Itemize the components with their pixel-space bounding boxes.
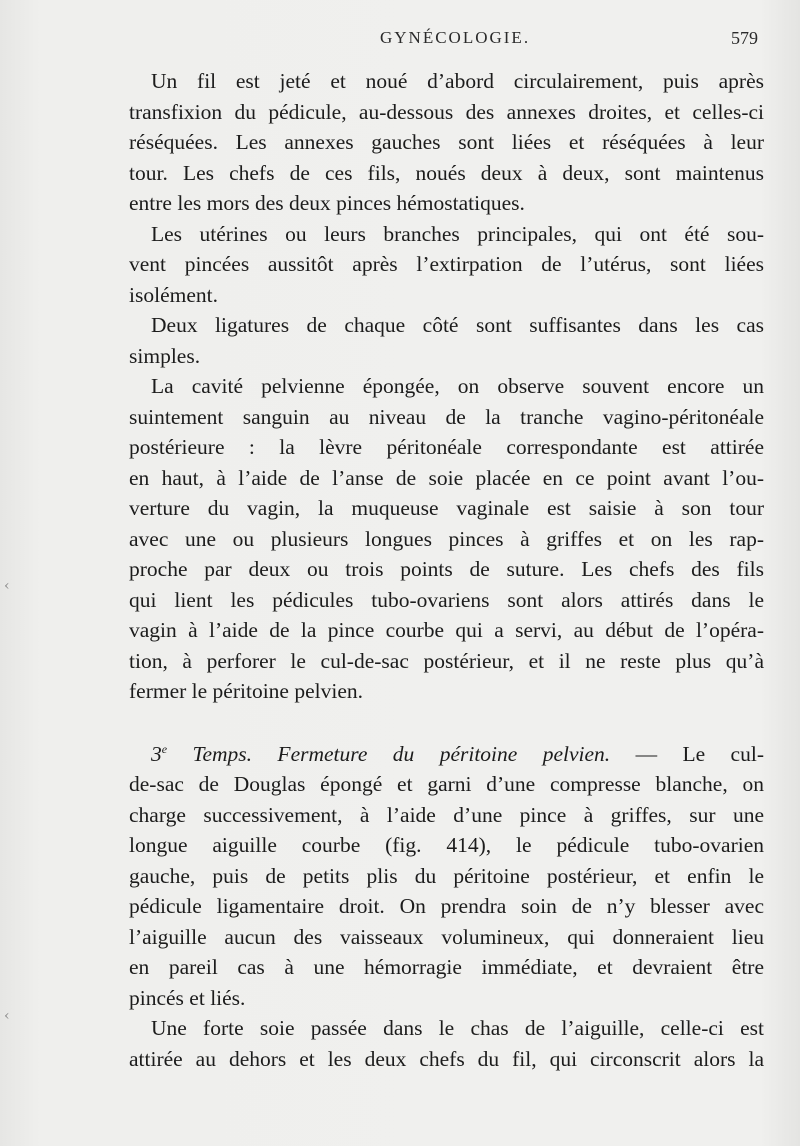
text-line: vent pincées aussitôt après l’extirpation de l’utérus, sont liées (129, 252, 764, 276)
text-line: attirée au dehors et les deux chefs du fil, qui circonscrit alors la (129, 1046, 764, 1071)
text-line: en pareil cas à une hémorragie immédiate, et devraient être (129, 955, 764, 979)
text-line: l’aiguille aucun des vaisseaux volumineux, qui donneraient lieu (129, 924, 764, 949)
text-line: de-sac de Douglas épongé et garni d’une compresse blanche, on (129, 772, 764, 796)
text-line: en haut, à l’aide de l’anse de soie placée en ce point avant l’ou- (129, 465, 764, 490)
text-line: tion, à perforer le cul-de-sac postérieur, et il ne reste plus qu’à (129, 648, 764, 673)
text-line: postérieure : la lèvre péritonéale correspondante est attirée (129, 435, 764, 459)
text-line: La cavité pelvienne épongée, on observe souvent encore un (151, 374, 764, 398)
paragraph-3 (129, 310, 764, 371)
text-line: vagin à l’aide de la pince courbe qui a servi, au début de l’opéra- (129, 618, 764, 642)
margin-tick-mark: ‹ (4, 1008, 10, 1024)
text-line: fermer le péritoine pelvien. (129, 679, 364, 703)
page-header (0, 28, 800, 58)
section-number-sup: e (161, 741, 168, 756)
text-line: simples. (129, 343, 201, 368)
paragraph-1 (129, 66, 764, 219)
text-line: pédicule ligamentaire droit. On prendra soin de n’y blesser avec (129, 894, 764, 918)
text-line: longue aiguille courbe (fig. 414), le pédicule tubo-ovarien (129, 833, 764, 857)
text-line: réséquées. Les annexes gauches sont liées et réséquées à leur (129, 130, 764, 154)
text-line: entre les mors des deux pinces hémostatiques. (129, 191, 525, 215)
text-line: proche par deux ou trois points de suture. Les chefs des fils (129, 557, 764, 581)
text-line: Les utérines ou leurs branches principales, qui ont été sou- (151, 221, 764, 246)
text-line: tour. Les chefs de ces fils, noués deux à deux, sont maintenus (129, 160, 764, 185)
running-title: GYNÉCOLOGIE. (380, 28, 531, 47)
section-first-line-rest: — Le cul- (610, 741, 764, 766)
text-line: Un fil est jeté et noué d’abord circulairement, puis après (151, 69, 764, 93)
text-line: qui lient les pédicules tubo-ovariens sont alors attirés dans le (129, 587, 764, 612)
paragraph-2 (129, 219, 764, 311)
text-line: Une forte soie passée dans le chas de l’aiguille, celle-ci est (151, 1016, 764, 1040)
section-heading-line (129, 739, 764, 770)
text-line: verture du vagin, la muqueuse vaginale est saisie à son tour (129, 496, 764, 520)
page-number: 579 (731, 28, 758, 48)
body-text (129, 66, 764, 1074)
text-line: transfixion du pédicule, au-dessous des annexes droites, et celles-ci (129, 99, 764, 124)
paragraph-final (129, 1013, 764, 1074)
section-gap (129, 707, 764, 739)
section-number: 3 (151, 741, 162, 766)
text-line: suintement sanguin au niveau de la tranche vagino-péritonéale (129, 404, 764, 429)
text-line: isolément. (129, 282, 218, 307)
text-line: pincés et liés. (129, 985, 246, 1010)
text-line: avec une ou plusieurs longues pinces à griffes et on les rap- (129, 526, 764, 551)
text-line: charge successivement, à l’aide d’une pince à griffes, sur une (129, 802, 764, 827)
margin-tick-mark: ‹ (4, 578, 10, 594)
text-line: Deux ligatures de chaque côté sont suffisantes dans les cas (151, 313, 764, 337)
text-line: gauche, puis de petits plis du péritoine postérieur, et enfin le (129, 863, 764, 888)
paragraph-4 (129, 371, 764, 707)
section-third-step (129, 739, 764, 1014)
section-title: Temps. Fermeture du péritoine pelvien. (167, 741, 611, 766)
